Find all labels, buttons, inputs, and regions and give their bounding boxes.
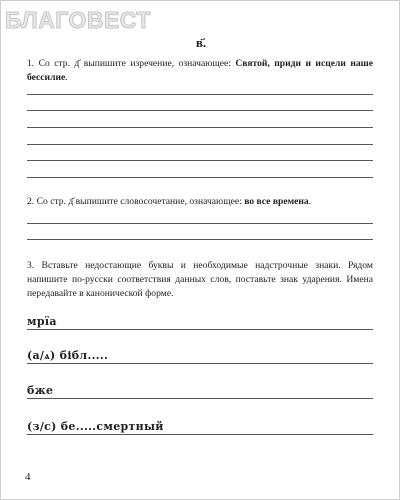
answer-line <box>27 144 373 145</box>
task-2-text: 2. Со стр. д҃ выпишите словосочетание, означающее: <box>27 196 245 207</box>
answer-line <box>27 223 373 224</box>
page-number: 4 <box>25 471 31 483</box>
answer-line <box>27 434 373 435</box>
church-word-row-2 <box>27 346 373 364</box>
answer-line <box>27 110 373 111</box>
church-word-row-3 <box>27 381 373 399</box>
church-word: бже <box>27 384 54 397</box>
church-word: мрїа <box>27 315 57 328</box>
task-2: 2. Со стр. д҃ выпишите словосочетание, означающее: во все времена. <box>27 196 312 207</box>
answer-line <box>27 160 373 161</box>
church-word-row-1 <box>27 312 373 330</box>
answer-line <box>27 398 373 399</box>
task-1: 1. Со стр. д҃ выпишите изречение, означающее: Святой, приди и исцели наше бессилие. <box>27 58 374 83</box>
task-1-emphasis: Святой, приди и исцели наше бессилие <box>27 58 374 83</box>
church-word: (а/ѧ) бібл..... <box>27 349 109 362</box>
task-3: 3. Вставьте недостающие буквы и необходимые надстрочные знаки. Рядом напишите по-русски соответствия данных слов, поставьте знак ударения. Имена передавайте в канонической форме. <box>27 260 373 299</box>
answer-line <box>27 94 373 95</box>
answer-line <box>27 239 373 240</box>
task-2-emphasis: во все времена <box>244 196 309 207</box>
watermark-logo: БЛАГОВЕСТ <box>5 7 151 33</box>
task-1-text: 1. Со стр. д҃ выпишите изречение, означающее: <box>27 58 236 69</box>
church-word-row-4 <box>27 417 373 435</box>
church-word: (з/с) бе.....смертный <box>27 420 164 433</box>
answer-line <box>27 127 373 128</box>
answer-line <box>27 363 373 364</box>
section-heading: в҃. <box>195 35 207 50</box>
answer-line <box>27 329 373 330</box>
answer-line <box>27 177 373 178</box>
